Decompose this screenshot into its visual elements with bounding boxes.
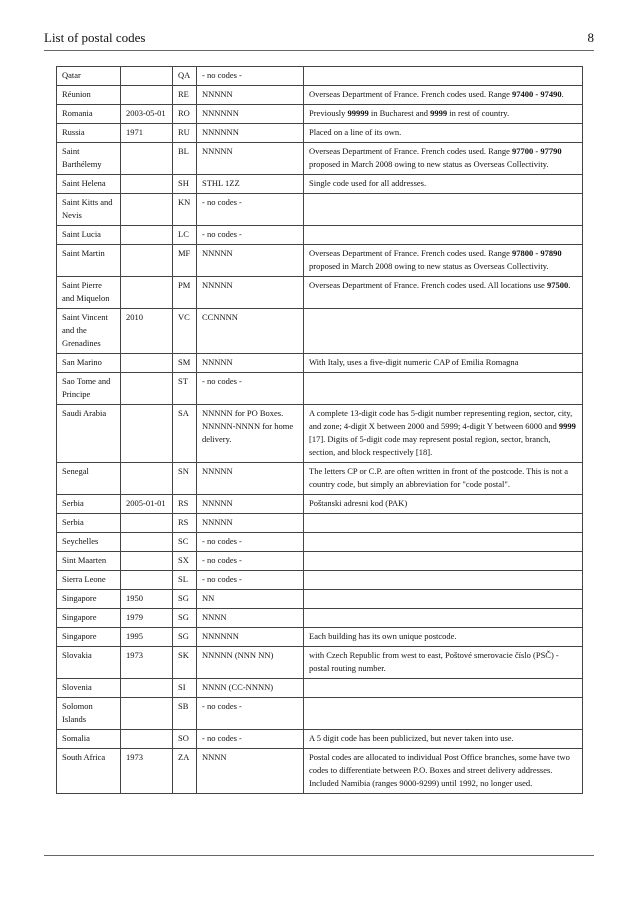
notes-cell [304, 552, 583, 571]
notes-cell [304, 194, 583, 226]
iso-code-cell: SL [173, 571, 197, 590]
notes-cell: with Czech Republic from west to east, Poštové smerovacie číslo (PSČ) - postal routing number. [304, 647, 583, 679]
iso-code-cell: RS [173, 514, 197, 533]
iso-code-cell: SO [173, 730, 197, 749]
country-cell: Singapore [57, 628, 121, 647]
introduced-cell: 1979 [121, 609, 173, 628]
notes-cell [304, 533, 583, 552]
country-cell: Singapore [57, 609, 121, 628]
format-cell: - no codes - [197, 226, 304, 245]
country-cell: Sint Maarten [57, 552, 121, 571]
format-cell: - no codes - [197, 533, 304, 552]
iso-code-cell: SN [173, 463, 197, 495]
table-row [57, 609, 583, 628]
iso-code-cell: SX [173, 552, 197, 571]
introduced-cell: 1995 [121, 628, 173, 647]
table-row [57, 730, 583, 749]
introduced-cell [121, 354, 173, 373]
bold-postal-code: 97500 [546, 280, 569, 290]
postal-codes-table [56, 66, 583, 794]
introduced-cell [121, 194, 173, 226]
table-row [57, 463, 583, 495]
notes-cell: A complete 13-digit code has 5-digit number representing region, sector, city, and zone; 4-digit X between 2000 and 5999; 4-digit Y between 6000 and 9999 [17]. Digits of 5-digit code may represent postal region, sector, branch, section, and block respectively [18]. [304, 405, 583, 463]
introduced-cell [121, 245, 173, 277]
table-row [57, 698, 583, 730]
country-cell: Saint Helena [57, 175, 121, 194]
country-cell: Saudi Arabia [57, 405, 121, 463]
introduced-cell [121, 533, 173, 552]
introduced-cell [121, 552, 173, 571]
notes-cell: Each building has its own unique postcode. [304, 628, 583, 647]
iso-code-cell: SH [173, 175, 197, 194]
notes-cell: Postal codes are allocated to individual Post Office branches, some have two codes to differentiate between P.O. Boxes and street delivery addresses. Included Namibia (ranges 9000-9299) until 1992, no longer used. [304, 749, 583, 794]
iso-code-cell: SK [173, 647, 197, 679]
iso-code-cell: SA [173, 405, 197, 463]
footer-rule [44, 855, 594, 856]
country-cell: Saint Kitts and Nevis [57, 194, 121, 226]
notes-cell: Previously 99999 in Bucharest and 9999 in rest of country. [304, 105, 583, 124]
country-cell: Slovakia [57, 647, 121, 679]
introduced-cell: 1973 [121, 749, 173, 794]
introduced-cell [121, 679, 173, 698]
table-row [57, 124, 583, 143]
notes-cell [304, 571, 583, 590]
introduced-cell: 1973 [121, 647, 173, 679]
iso-code-cell: PM [173, 277, 197, 309]
iso-code-cell: MF [173, 245, 197, 277]
country-cell: San Marino [57, 354, 121, 373]
notes-cell [304, 373, 583, 405]
introduced-cell [121, 175, 173, 194]
table-row [57, 571, 583, 590]
table-row [57, 590, 583, 609]
table-row [57, 552, 583, 571]
table-row [57, 86, 583, 105]
format-cell: NNNNN [197, 143, 304, 175]
country-cell: Serbia [57, 514, 121, 533]
table-row [57, 143, 583, 175]
format-cell: NNNNN [197, 86, 304, 105]
notes-cell [304, 609, 583, 628]
introduced-cell [121, 405, 173, 463]
format-cell: - no codes - [197, 730, 304, 749]
notes-cell [304, 514, 583, 533]
bold-postal-code: 99999 [347, 108, 369, 118]
iso-code-cell: SC [173, 533, 197, 552]
format-cell: - no codes - [197, 67, 304, 86]
introduced-cell [121, 698, 173, 730]
table-row [57, 749, 583, 794]
postal-codes-table-body [57, 67, 583, 794]
table-row [57, 514, 583, 533]
iso-code-cell: RS [173, 495, 197, 514]
format-cell: - no codes - [197, 552, 304, 571]
table-row [57, 679, 583, 698]
introduced-cell [121, 277, 173, 309]
country-cell: Russia [57, 124, 121, 143]
bold-postal-code: 97400 - 97490 [511, 89, 562, 99]
notes-cell: Overseas Department of France. French codes used. All locations use 97500. [304, 277, 583, 309]
country-cell: Somalia [57, 730, 121, 749]
page-header-title: List of postal codes [44, 30, 146, 45]
country-cell: Romania [57, 105, 121, 124]
format-cell: NNNNN [197, 495, 304, 514]
iso-code-cell: SM [173, 354, 197, 373]
format-cell: NNNNN [197, 277, 304, 309]
iso-code-cell: BL [173, 143, 197, 175]
introduced-cell: 2005-01-01 [121, 495, 173, 514]
notes-cell: Poštanski adresni kod (PAK) [304, 495, 583, 514]
iso-code-cell: SG [173, 609, 197, 628]
table-row [57, 105, 583, 124]
country-cell: Saint Vincent and the Grenadines [57, 309, 121, 354]
format-cell: - no codes - [197, 571, 304, 590]
format-cell: NNNNNN [197, 628, 304, 647]
iso-code-cell: KN [173, 194, 197, 226]
notes-cell [304, 309, 583, 354]
country-cell: Senegal [57, 463, 121, 495]
page-number: 8 [587, 30, 594, 45]
country-cell: Qatar [57, 67, 121, 86]
format-cell: NN [197, 590, 304, 609]
introduced-cell [121, 571, 173, 590]
country-cell: Sao Tome and Principe [57, 373, 121, 405]
country-cell: Slovenia [57, 679, 121, 698]
table-row [57, 405, 583, 463]
introduced-cell [121, 226, 173, 245]
iso-code-cell: SG [173, 628, 197, 647]
introduced-cell [121, 463, 173, 495]
country-cell: Réunion [57, 86, 121, 105]
format-cell: - no codes - [197, 373, 304, 405]
introduced-cell: 1950 [121, 590, 173, 609]
header-rule [44, 50, 594, 51]
bold-postal-code: 9999 [558, 421, 576, 431]
notes-cell: Single code used for all addresses. [304, 175, 583, 194]
country-cell: Seychelles [57, 533, 121, 552]
introduced-cell: 2003-05-01 [121, 105, 173, 124]
iso-code-cell: ZA [173, 749, 197, 794]
format-cell: NNNNN [197, 245, 304, 277]
introduced-cell [121, 143, 173, 175]
introduced-cell [121, 373, 173, 405]
notes-cell: Overseas Department of France. French codes used. Range 97800 - 97890 proposed in March 2008 owing to new status as Overseas Collectivity. [304, 245, 583, 277]
iso-code-cell: SI [173, 679, 197, 698]
country-cell: Solomon Islands [57, 698, 121, 730]
table-row [57, 309, 583, 354]
notes-cell [304, 698, 583, 730]
notes-cell: Placed on a line of its own. [304, 124, 583, 143]
table-row [57, 647, 583, 679]
notes-cell [304, 679, 583, 698]
country-cell: Saint Barthélemy [57, 143, 121, 175]
format-cell: NNNNNN [197, 124, 304, 143]
country-cell: Saint Lucia [57, 226, 121, 245]
country-cell: Saint Martin [57, 245, 121, 277]
bold-postal-code: 97800 - 97890 [511, 248, 562, 258]
table-row [57, 245, 583, 277]
format-cell: NNNNN (NNN NN) [197, 647, 304, 679]
format-cell: - no codes - [197, 194, 304, 226]
iso-code-cell: QA [173, 67, 197, 86]
introduced-cell [121, 514, 173, 533]
iso-code-cell: VC [173, 309, 197, 354]
table-row [57, 277, 583, 309]
format-cell: NNNNN [197, 463, 304, 495]
introduced-cell: 1971 [121, 124, 173, 143]
notes-cell [304, 67, 583, 86]
iso-code-cell: RO [173, 105, 197, 124]
table-row [57, 67, 583, 86]
notes-cell: A 5 digit code has been publicized, but never taken into use. [304, 730, 583, 749]
iso-code-cell: SG [173, 590, 197, 609]
iso-code-cell: LC [173, 226, 197, 245]
format-cell: NNNNN [197, 354, 304, 373]
country-cell: Singapore [57, 590, 121, 609]
country-cell: South Africa [57, 749, 121, 794]
country-cell: Serbia [57, 495, 121, 514]
format-cell: NNNN (CC-NNNN) [197, 679, 304, 698]
notes-cell [304, 226, 583, 245]
format-cell: NNNNNN [197, 105, 304, 124]
format-cell: - no codes - [197, 698, 304, 730]
table-row [57, 533, 583, 552]
format-cell: NNNN [197, 749, 304, 794]
country-cell: Sierra Leone [57, 571, 121, 590]
format-cell: CCNNNN [197, 309, 304, 354]
table-row [57, 628, 583, 647]
introduced-cell [121, 730, 173, 749]
notes-cell: Overseas Department of France. French codes used. Range 97700 - 97790 proposed in March 2008 owing to new status as Overseas Collectivity. [304, 143, 583, 175]
table-row [57, 175, 583, 194]
iso-code-cell: SB [173, 698, 197, 730]
notes-cell [304, 590, 583, 609]
format-cell: NNNNN [197, 514, 304, 533]
table-row [57, 495, 583, 514]
table-row [57, 194, 583, 226]
notes-cell: The letters CP or C.P. are often written in front of the postcode. This is not a country code, but simply an abbreviation for "code postal". [304, 463, 583, 495]
format-cell: NNNNN for PO Boxes. NNNNN-NNNN for home delivery. [197, 405, 304, 463]
notes-cell: Overseas Department of France. French codes used. Range 97400 - 97490. [304, 86, 583, 105]
introduced-cell [121, 86, 173, 105]
format-cell: STHL 1ZZ [197, 175, 304, 194]
table-row [57, 226, 583, 245]
table-row [57, 354, 583, 373]
bold-postal-code: 97700 - 97790 [511, 146, 562, 156]
introduced-cell: 2010 [121, 309, 173, 354]
iso-code-cell: RU [173, 124, 197, 143]
bold-postal-code: 9999 [430, 108, 448, 118]
iso-code-cell: RE [173, 86, 197, 105]
country-cell: Saint Pierre and Miquelon [57, 277, 121, 309]
iso-code-cell: ST [173, 373, 197, 405]
format-cell: NNNN [197, 609, 304, 628]
table-row [57, 373, 583, 405]
introduced-cell [121, 67, 173, 86]
notes-cell: With Italy, uses a five-digit numeric CAP of Emilia Romagna [304, 354, 583, 373]
